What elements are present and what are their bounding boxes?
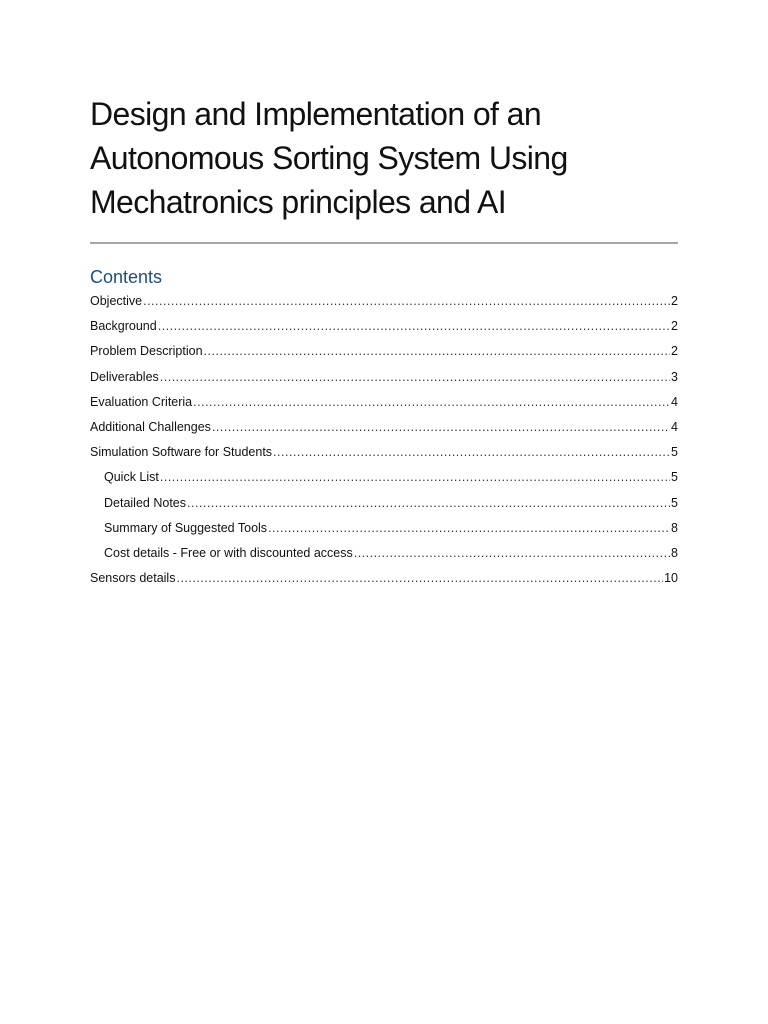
toc-entry-deliverables[interactable] bbox=[90, 366, 678, 391]
toc-entry-page: 5 bbox=[671, 495, 678, 510]
toc-entry-page: 10 bbox=[664, 571, 678, 586]
toc-entry-label: Summary of Suggested Tools bbox=[104, 520, 268, 535]
toc-entry-label: Objective bbox=[90, 294, 143, 308]
toc-entry-additional-challenges[interactable] bbox=[90, 416, 678, 441]
toc-dot-leader bbox=[160, 466, 670, 488]
toc-entry-page: 2 bbox=[671, 319, 678, 334]
toc-entry-page: 4 bbox=[671, 419, 678, 434]
toc-entry-page: 5 bbox=[671, 470, 678, 485]
toc-dot-leader bbox=[273, 441, 670, 463]
toc-entry-page: 3 bbox=[671, 369, 678, 384]
toc-entry-page: 8 bbox=[671, 545, 678, 560]
toc-entry-background[interactable] bbox=[90, 315, 678, 340]
toc-dot-leader bbox=[193, 391, 670, 413]
toc-dot-leader bbox=[176, 567, 663, 589]
toc-entry-quick-list[interactable] bbox=[90, 466, 678, 491]
toc-dot-leader bbox=[143, 290, 670, 312]
toc-dot-leader bbox=[268, 517, 670, 539]
toc-entry-summary-of-suggested-tools[interactable] bbox=[90, 517, 678, 542]
toc-entry-simulation-software[interactable] bbox=[90, 441, 678, 466]
toc-dot-leader bbox=[354, 542, 670, 564]
toc-entry-page: 5 bbox=[671, 445, 678, 460]
toc-dot-leader bbox=[158, 315, 670, 337]
toc-entry-evaluation-criteria[interactable] bbox=[90, 391, 678, 416]
toc-entry-page: 2 bbox=[671, 344, 678, 359]
toc-entry-cost-details[interactable] bbox=[90, 542, 678, 567]
toc-entry-label: Deliverables bbox=[90, 369, 159, 384]
toc-entry-detailed-notes[interactable] bbox=[90, 492, 678, 517]
table-of-contents bbox=[90, 290, 678, 592]
toc-heading: Contents bbox=[90, 267, 163, 287]
toc-entry-label: Simulation Software for Students bbox=[90, 445, 273, 460]
toc-entry-label: Evaluation Criteria bbox=[90, 394, 193, 409]
toc-entry-label: Problem Description bbox=[90, 344, 203, 359]
toc-entry-objective[interactable] bbox=[90, 290, 678, 315]
toc-dot-leader bbox=[204, 340, 671, 362]
title-divider bbox=[90, 242, 678, 244]
toc-entry-page: 4 bbox=[671, 394, 678, 409]
document-title: Design and Implementation of an Autonomous Sorting System Using Mechatronics principles and AI bbox=[90, 96, 568, 220]
toc-entry-label: Background bbox=[90, 319, 157, 334]
toc-entry-page: 8 bbox=[671, 520, 678, 535]
toc-entry-page: 2 bbox=[671, 294, 678, 308]
toc-entry-label: Cost details - Free or with discounted access bbox=[104, 545, 353, 560]
toc-entry-sensors-details[interactable] bbox=[90, 567, 678, 592]
toc-entry-label: Quick List bbox=[104, 470, 159, 485]
toc-entry-label: Additional Challenges bbox=[90, 419, 211, 434]
toc-dot-leader bbox=[212, 416, 670, 438]
toc-dot-leader bbox=[187, 492, 670, 514]
toc-entry-problem-description[interactable] bbox=[90, 340, 678, 365]
toc-entry-label: Detailed Notes bbox=[104, 495, 186, 510]
toc-entry-label: Sensors details bbox=[90, 571, 176, 586]
toc-dot-leader bbox=[160, 366, 670, 388]
